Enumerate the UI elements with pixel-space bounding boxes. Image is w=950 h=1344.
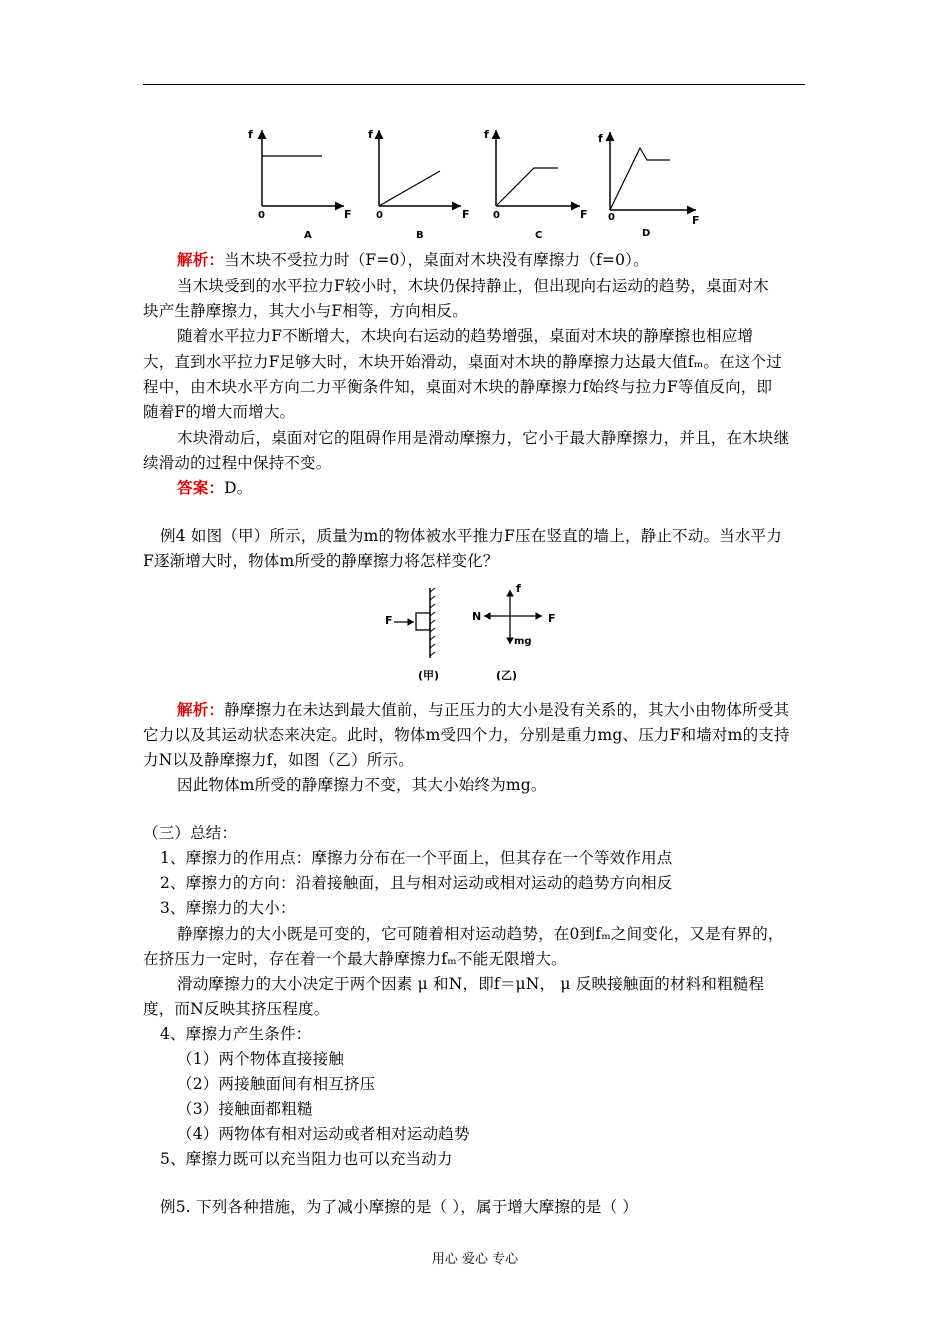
summary-item-3c: 滑动摩擦力的大小决定于两个因素 μ 和N，即f＝μN， μ 反映接触面的材料和粗糙程 xyxy=(177,975,765,993)
summary-item-5: 5、摩擦力既可以充当阻力也可以充当动力 xyxy=(160,1150,453,1168)
figure-jia-F-label: F xyxy=(385,614,393,627)
figure-yi-N-label: N xyxy=(472,610,482,623)
analysis1-line3: 块产生静摩擦力，其大小与F相等，方向相反。 xyxy=(143,302,468,320)
graph-d-caption: D xyxy=(642,228,651,239)
answer-label: 答案： xyxy=(177,478,225,497)
figure-jia-caption: (甲) xyxy=(418,669,440,682)
graph-a-F-label: F xyxy=(344,208,352,221)
analysis1-line1: 解析：当木块不受拉力时（F=0），桌面对木块没有摩擦力（f=0）。 xyxy=(177,250,649,269)
answer-line xyxy=(177,478,252,498)
graph-c-f-label: f xyxy=(484,128,489,141)
graph-b-caption: B xyxy=(416,230,424,241)
graph-a-origin: 0 xyxy=(258,210,265,221)
analysis1-line8: 木块滑动后，桌面对它的阻碍作用是滑动摩擦力，它小于最大静摩擦力，并且，在木块继 xyxy=(177,429,790,447)
summary-title: （三）总结： xyxy=(143,824,238,842)
figure-yi-caption: (乙) xyxy=(496,669,518,682)
analysis1-line7: 随着F的增大而增大。 xyxy=(143,403,296,421)
graph-b-f-label: f xyxy=(368,128,373,141)
analysis1-line5: 大，直到水平拉力F足够大时，木块开始滑动，桌面对木块的静摩擦力达最大值fₘ。在这个过 xyxy=(143,353,782,371)
page-footer: 用心 爱心 专心 xyxy=(431,1252,519,1267)
friction-graphs-figure xyxy=(240,124,710,242)
graph-c-F-label: F xyxy=(580,208,588,221)
graph-d-f-label: f xyxy=(598,132,603,145)
condition-2: （2）两接触面间有相互挤压 xyxy=(177,1075,376,1093)
example5-line1: 例5. 下列各种措施，为了减小摩擦的是（ ），属于增大摩擦的是（ ） xyxy=(160,1198,639,1216)
figure-yi-f-label: f xyxy=(516,582,521,595)
analysis1-label: 解析： xyxy=(177,250,225,269)
condition-4: （4）两物体有相对运动或者相对运动趋势 xyxy=(177,1125,470,1143)
analysis1-line4: 随着水平拉力F不断增大，木块向右运动的趋势增强，桌面对木块的静摩擦也相应增 xyxy=(177,327,754,345)
figure-yi-mg-label: mg xyxy=(514,636,532,647)
example4-line1: 例4 如图（甲）所示，质量为m的物体被水平推力F压在竖直的墙上，静止不动。当水平力 xyxy=(160,527,782,545)
figure-jia xyxy=(385,588,439,682)
answer-value: D。 xyxy=(224,479,253,497)
summary-item-2: 2、摩擦力的方向：沿着接触面，且与相对运动或相对运动的趋势方向相反 xyxy=(160,874,673,892)
analysis2-line1: 解析：静摩擦力在未达到最大值前，与正压力的大小是没有关系的，其大小由物体所受其 xyxy=(177,700,790,719)
graph-d xyxy=(598,132,700,239)
graph-b-F-label: F xyxy=(462,208,470,221)
summary-item-4: 4、摩擦力产生条件： xyxy=(160,1025,312,1043)
graph-a-f-label: f xyxy=(248,128,253,141)
analysis2-line2: 它力以及其运动状态来决定。此时，物体m受四个力，分别是重力mg、压力F和墙对m的支持 xyxy=(143,726,790,744)
wall-force-figure xyxy=(380,580,580,685)
summary-item-3b: 在挤压力一定时，存在着一个最大静摩擦力fₘ不能无限增大。 xyxy=(143,950,567,968)
analysis2-label: 解析： xyxy=(177,700,225,719)
analysis2-line4: 因此物体m所受的静摩擦力不变，其大小始终为mg。 xyxy=(177,776,547,794)
summary-item-3d: 度，而N反映其挤压程度。 xyxy=(143,1000,330,1018)
graph-c-origin: 0 xyxy=(493,210,500,221)
condition-1: （1）两个物体直接接触 xyxy=(177,1050,345,1068)
graph-c xyxy=(484,128,588,241)
analysis1-line2: 当木块受到的水平拉力F较小时，木块仍保持静止，但出现向右运动的趋势，桌面对木 xyxy=(177,277,769,295)
graph-a-caption: A xyxy=(304,230,312,241)
figure-yi xyxy=(472,582,556,682)
graph-b-origin: 0 xyxy=(376,210,383,221)
analysis2-line3: 力N以及静摩擦力f，如图（乙）所示。 xyxy=(143,751,414,769)
summary-item-3a: 静摩擦力的大小既是可变的，它可随着相对运动趋势，在0到fₘ之间变化，又是有界的， xyxy=(177,925,784,943)
graph-a xyxy=(248,128,352,241)
condition-3: （3）接触面都粗糙 xyxy=(177,1100,313,1118)
header-rule xyxy=(143,84,805,85)
figure-yi-F-label: F xyxy=(548,612,556,625)
graph-b xyxy=(368,128,470,241)
analysis1-line9: 续滑动的过程中保持不变。 xyxy=(143,454,332,472)
graph-d-origin: 0 xyxy=(608,212,615,223)
graph-c-caption: C xyxy=(535,230,543,241)
analysis1-line6: 程中，由木块水平方向二力平衡条件知，桌面对木块的静摩擦力f始终与拉力F等值反向，即 xyxy=(143,378,773,396)
summary-item-1: 1、摩擦力的作用点：摩擦力分布在一个平面上，但其存在一个等效作用点 xyxy=(160,849,673,867)
summary-item-3: 3、摩擦力的大小： xyxy=(160,899,296,917)
example4-line2: F逐渐增大时，物体m所受的静摩擦力将怎样变化？ xyxy=(143,552,499,570)
graph-d-F-label: F xyxy=(692,214,700,227)
